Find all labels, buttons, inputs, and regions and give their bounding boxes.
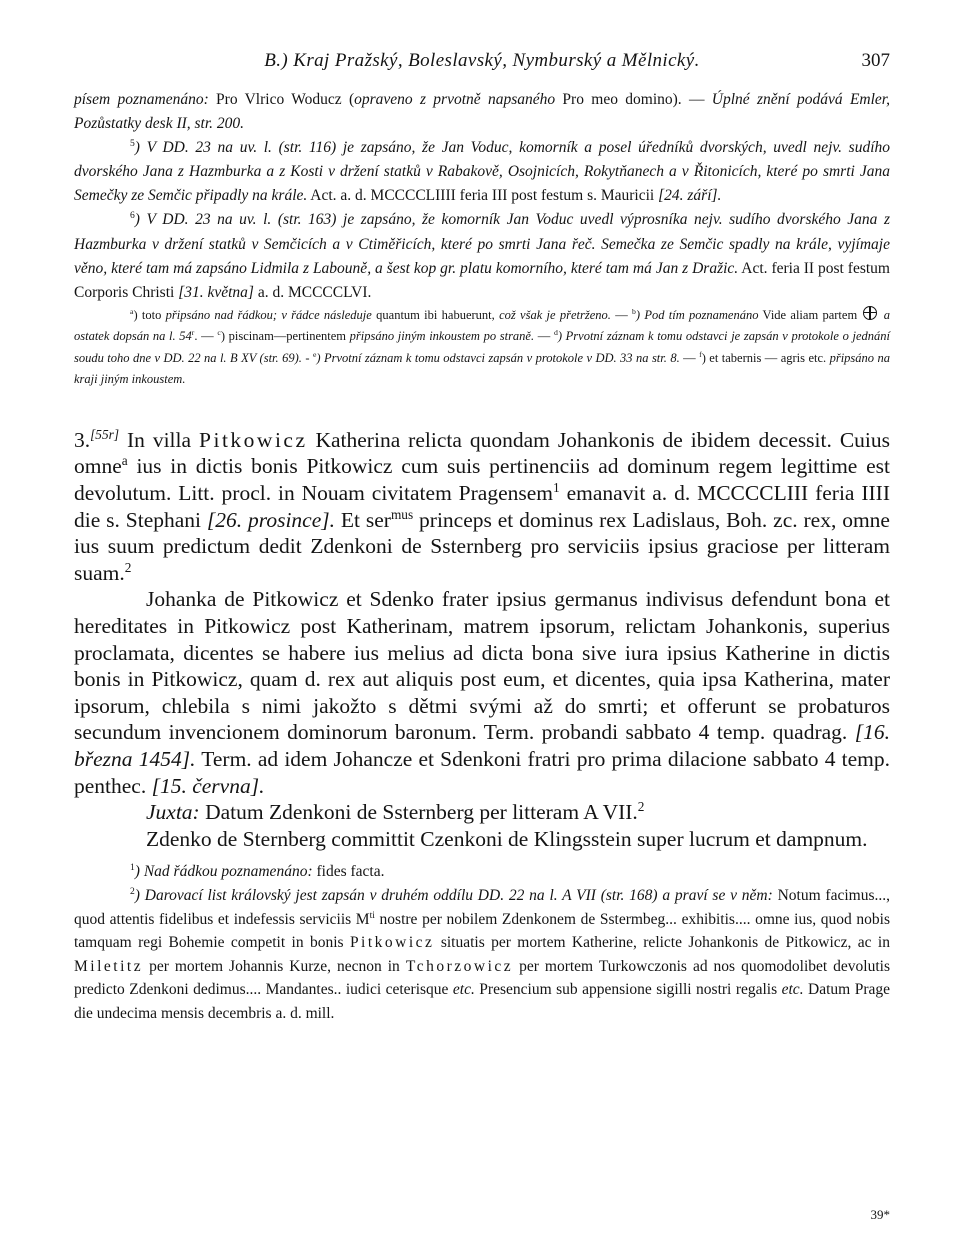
text: emanavit a. d. MCCCCLIII feria IIII die s. Stephani — [74, 481, 890, 532]
fn-text: Notum facimus..., quod attentis fidelibus et indefessis serviciis M — [74, 886, 890, 928]
folio-mark: [55r] — [90, 426, 120, 442]
note-mark: d — [553, 328, 558, 338]
entry-paragraph-1 — [74, 427, 890, 587]
document-page — [74, 50, 891, 1222]
fn-text: per mortem Johannis Kurze, necnon in — [143, 957, 406, 975]
text: princeps et dominus rex Ladislaus, Boh. zc. rex, omne ius suum predictum dedit Zdenkoni de Ssternberg pro serviciis ipsius graciose per litteram suam. — [74, 507, 890, 585]
note-text: ) toto — [133, 307, 166, 322]
footnote-1 — [74, 860, 890, 884]
note-text-italic: ) Prvotní záznam k tomu odstavci je zapsán v protokole o jednání soudu toho dne v DD. 22 na l. B XV (str. 69). — [74, 329, 891, 365]
footnote-2 — [74, 884, 890, 1026]
running-title: B.) Kraj Pražský, Boleslavský, Nymburský a Mělnický. — [264, 50, 700, 71]
fn-text: Presencium sub appensione sigilli nostri regalis — [474, 981, 782, 999]
main-text — [74, 427, 890, 853]
note-mark: a — [130, 306, 134, 316]
page-number: 307 — [861, 50, 890, 71]
place-name-spaced: Pitkowicz — [349, 934, 435, 952]
footnote-ref: 2 — [637, 799, 645, 814]
fn-text: situatis per mortem Katherine, relicte Johankonis de Pitkowicz, ac in — [434, 934, 890, 952]
abbreviation-superscript: ti — [369, 909, 375, 921]
text: ius in dictis bonis Pitkowicz cum suis pertinenciis ad dominum regem legittime est devolutum. Litt. procl. in Nouam civitatem Pragensem — [74, 454, 890, 506]
note-text-italic: ) Pod tím poznamenáno — [635, 307, 759, 322]
place-name-spaced: Tchorzowicz — [405, 957, 514, 975]
text: Katherina relicta quondam Johankonis de ibidem decessit. Cuius omne — [74, 427, 891, 479]
note-text: - — [301, 350, 313, 365]
text: Datum Zdenkoni de Ssternberg per litteram A VII. — [199, 800, 638, 825]
fn-text: Pro meo domino). — — [555, 91, 712, 108]
note-text-italic: připsáno jiným inkoustem po straně. — [349, 329, 535, 344]
footnote-mark: 2 — [130, 885, 135, 897]
textual-notes-paragraph: $^a$) toto připsáno nad řádkou; v řádce následuje quantum ibi habuerunt, což však je přetrženo. — $^b$) Pod tím poznamenáno Vide aliam partem a ostatek dopsán na l. 54$^r$. — $^c$) piscinam—pertinentem připsáno jiným inkoustem po straně. — $^d$) Prvotní záznam k tomu odstavci je zapsán v protokole o jednání soudu toho dne v DD. 22 na l. B XV (str. 69). - $^e$) Prvotní záznam k tomu odstavci zapsán v protokole v DD. 33 na str. 8. — $^f$) et tabernis — agris etc. připsáno na kraji jiným inkoustem. — [74, 306, 891, 387]
juxta-label: Juxta: — [146, 800, 200, 825]
date-italic: [15. června]. — [151, 773, 265, 798]
text: In villa — [119, 427, 200, 452]
note-mark: a — [121, 453, 128, 469]
note-text: ) et tabernis — agris etc. — [701, 350, 830, 365]
note-mark: f — [699, 349, 702, 359]
text: Term. ad idem Johancze et Sdenkoni fratri pro prima dilacione sabbato 4 temp. penthec. — [74, 746, 890, 798]
note-text: — — [679, 350, 700, 365]
footnote-mark: 5 — [130, 138, 135, 150]
fn-text: Act. feria II post festum Corporis Christi — [74, 259, 890, 301]
text: Et ser — [335, 507, 391, 532]
entry-number: 3. — [74, 427, 91, 452]
fn-text-italic: Úplné znění podává Emler, Pozůstatky desk II, str. 200. — [74, 91, 890, 133]
text: Johanka de Pitkowicz et Sdenko frater ipsius germanus indivisus defendunt bona et hereditates in Pitkowicz post Katherinam, matrem ipsorum, relictam Johankonis, superius proclamata, dicentes se habere ius melius ad dicta bona sive iura ipsius Katherine in dictis bonis in Pitkowicz, quam d. rex aut aliquis post eum, et dicentes, quia ipsa Katherina, mater ipsorum, chlebila s nimi jakožto s dětmi svými až do smrti; et offerunt se probaturos secundum invencionem dominorum baronum. Term. probandi sabbato 4 temp. quadrag. — [74, 587, 890, 745]
fn-text-italic: ) V DD. 23 na uv. l. (str. 116) je zapsáno, že Jan Voduc, komorník a posel úředníků dvorských, uvedl nejv. sudího dvorského Jana z Hazmburka a z Kosti v držení statků v Rabakově, Osojnicích, Rokytňanech a v Řitonicích, které po smrti Jana Semečky ze Semčic připadly na krále. — [74, 139, 890, 205]
place-name-spaced: Pitkowicz — [199, 427, 308, 452]
fn-text: per mortem Turkowczonis ad nos quomodolibet devolutis predicto Zdenkoni dedimus.... Mandantes.. iudici ceterisque — [74, 957, 891, 999]
footnote-mark: 1 — [130, 862, 135, 874]
fn-text-italic: ) V DD. 23 na uv. l. (str. 163) je zapsáno, že komorník Jan Voduc uvedl výprosníka nejv. sudího dvorského Jana z Hazmburka v držení statků v Semčicích a v Ctiměřicích, které po smrti Jana řeč. Semečka ze Semčic spadly na krále, vyjímaje věno, které tam má zapsáno Lidmila z Labouně, a šest kop gr. platu komorního, které tam má Jan z Dražic. — [74, 211, 890, 277]
fn-text-italic: [24. září]. — [658, 187, 722, 205]
footnote-continuation — [74, 88, 890, 136]
abbreviation-superscript: mus — [390, 506, 414, 522]
footnote-mark: 6 — [130, 210, 135, 222]
entry-paragraph-3 — [74, 799, 890, 826]
note-text-italic: připsáno na kraji jiným inkoustem. — [74, 350, 890, 387]
note-mark: b — [632, 306, 636, 316]
entry-paragraph-4: Zdenko de Sternberg committit Czenkoni de Klingsstein super lucrum et dampnum. — [146, 826, 868, 851]
note-text: piscinam—pertinentem — [228, 329, 350, 344]
note-mark: e — [312, 349, 317, 359]
footnotes-continued — [74, 88, 890, 305]
fn-text-italic: [31. května] — [178, 283, 254, 301]
entry-paragraph-2 — [74, 586, 890, 799]
note-mark: c — [217, 328, 221, 338]
note-text: quantum ibi habuerunt, — [371, 307, 500, 322]
note-text: ) — [220, 329, 229, 344]
footnote-ref: 2 — [124, 559, 132, 575]
note-text: Vide aliam partem — [758, 307, 862, 322]
note-text-italic: ) Prvotní záznam k tomu odstavci zapsán v protokole v DD. 33 na str. 8. — [316, 350, 680, 365]
place-name-spaced: Miletitz — [74, 957, 144, 975]
footnote-5 — [74, 136, 890, 208]
page-header — [74, 50, 890, 84]
cross-circle-icon — [863, 306, 877, 320]
note-text-italic: připsáno nad řádkou; v řádce následuje — [165, 307, 372, 322]
fn-text-italic: písem poznamenáno: — [74, 91, 217, 108]
fn-text-italic: ) Nad řádkou poznamenáno: — [134, 863, 313, 881]
fn-text: nostre per nobilem Zdenkonem de Sstermbeg... exhibitis.... omne ius, quod nobis tamquam regi Bohemie competit in bonis — [74, 910, 890, 952]
note-text-italic: a ostatek dopsán na l. 54 — [74, 307, 891, 344]
fn-text: fides facta. — [312, 863, 385, 881]
note-text: . — — [194, 329, 218, 344]
fn-text: Pro Vlrico Woducz ( — [216, 91, 355, 108]
fn-text: Act. a. d. MCCCCLIIII feria III post festum s. Mauricii — [307, 187, 659, 205]
fn-text: Datum Prage die undecima mensis decembris a. d. mill. — [74, 981, 890, 1022]
fn-text-italic: etc. — [452, 981, 475, 999]
footnotes — [74, 860, 890, 1025]
footnote-6 — [74, 208, 890, 304]
date-italic: [26. prosince]. — [206, 507, 335, 532]
fn-text-italic: opraveno z prvotně napsaného — [354, 91, 556, 108]
footnote-ref: 1 — [553, 479, 560, 495]
note-text: — — [534, 329, 554, 344]
textual-notes — [74, 305, 890, 391]
printer-signature: 39* — [870, 1207, 890, 1222]
fn-text-italic: ) Darovací list královský jest zapsán v druhém oddílu DD. 22 na l. A VII (str. 168) a praví se v něm: — [134, 886, 773, 904]
note-text-italic: což však je přetrženo. — [499, 307, 611, 322]
fn-text: a. d. MCCCCLVI. — [253, 283, 372, 301]
date-italic: [16. března 1454]. — [74, 720, 890, 771]
note-superscript: r — [191, 328, 195, 338]
fn-text-italic: etc. — [781, 981, 804, 999]
